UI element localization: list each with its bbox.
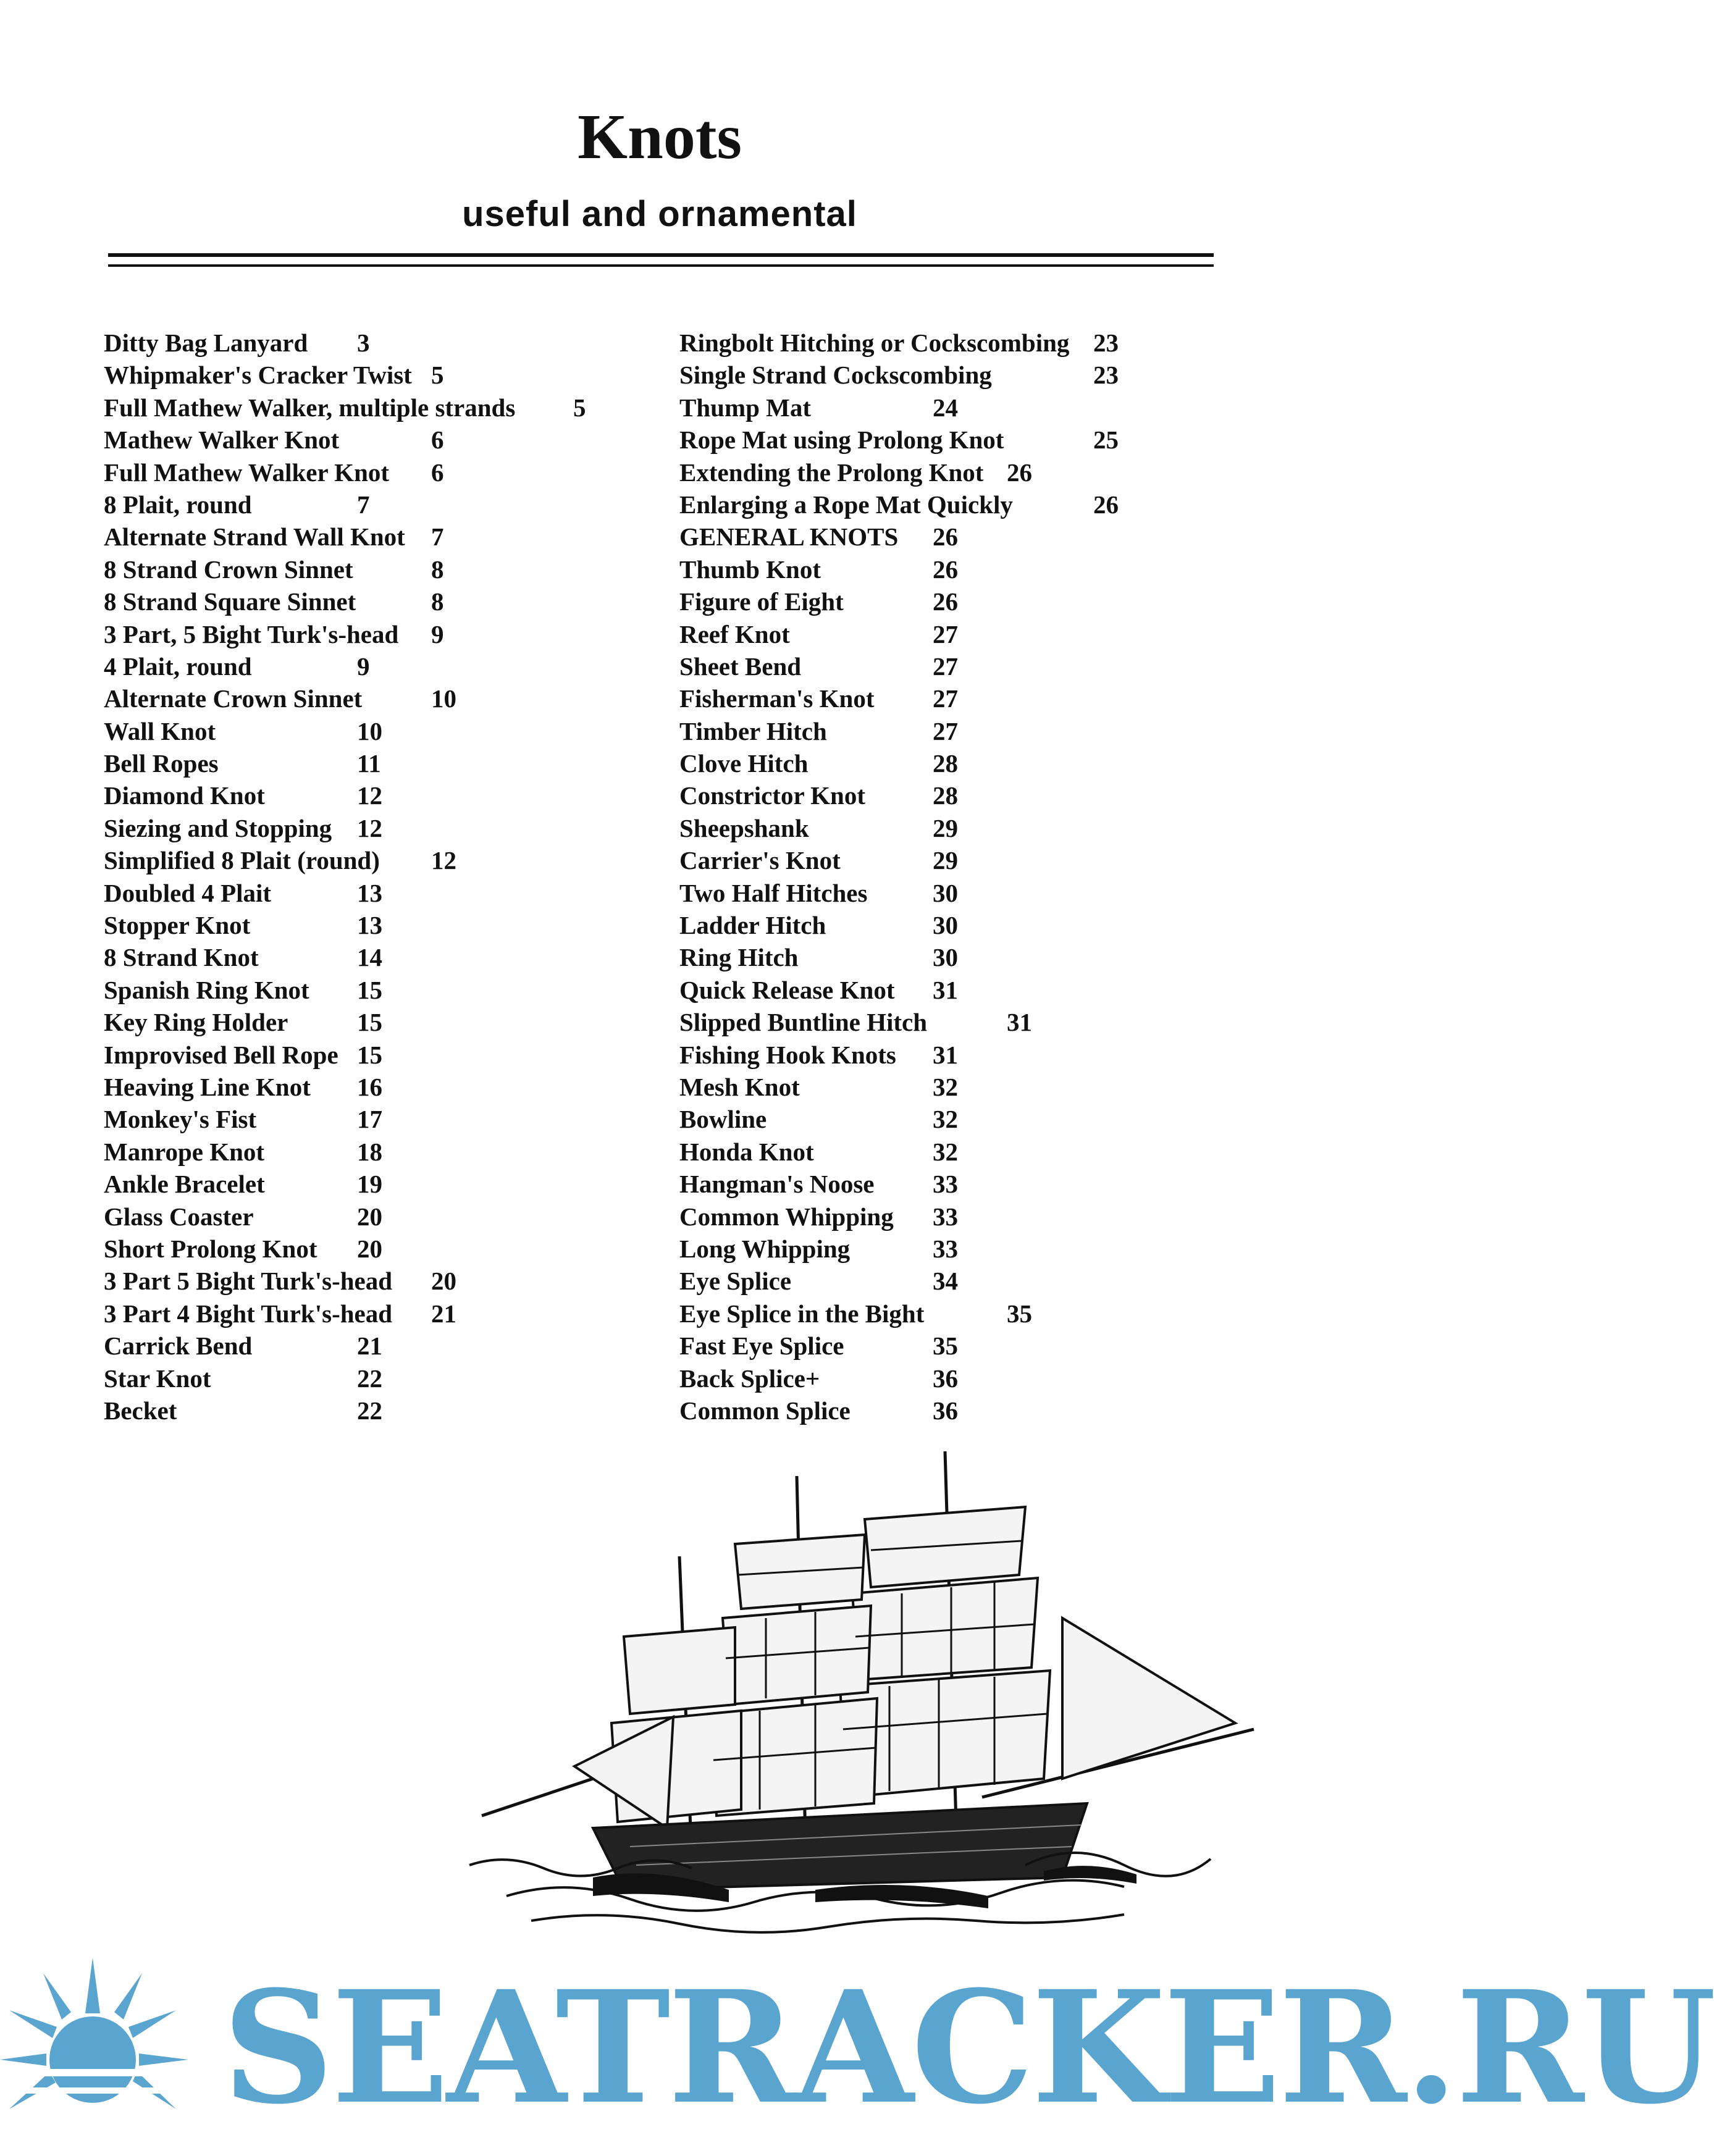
entry-page-number: 30: [933, 943, 958, 972]
entry-page-number: 34: [933, 1267, 958, 1296]
entry-title: Clove Hitch: [679, 749, 809, 778]
entry-title: Eye Splice in the Bight: [679, 1299, 925, 1328]
entry-page-number: 12: [357, 813, 382, 842]
entry-title: 8 Strand Square Sinnet: [104, 587, 356, 616]
entry-title: Quick Release Knot: [679, 975, 895, 1004]
entry-page-number: 35: [933, 1332, 958, 1361]
entry-title: Bowline: [679, 1105, 767, 1134]
entry-page-number: 26: [933, 522, 958, 552]
entry-title: Long Whipping: [679, 1234, 851, 1263]
entry-page-number: 25: [1093, 426, 1119, 455]
contents-entry: [104, 779, 672, 812]
entry-page-number: 3: [357, 329, 370, 357]
contents-entry: [679, 909, 1211, 941]
entry-title: Thump Mat: [679, 393, 812, 422]
entry-page-number: 27: [933, 652, 958, 681]
contents-entry: [104, 585, 672, 618]
entry-page-number: 30: [933, 878, 958, 907]
entry-title: Fast Eye Splice: [679, 1332, 844, 1361]
entry-page-number: 14: [357, 943, 382, 972]
entry-page-number: 22: [357, 1364, 382, 1393]
entry-page-number: 36: [933, 1396, 958, 1425]
entry-page-number: 9: [357, 652, 370, 681]
contents-entry: [679, 1136, 1211, 1168]
entry-title: Two Half Hitches: [679, 878, 868, 907]
entry-title: 8 Strand Knot: [104, 943, 259, 972]
contents-entry: [104, 392, 672, 424]
entry-page-number: 27: [933, 619, 958, 648]
entry-page-number: 33: [933, 1170, 958, 1199]
entry-page-number: 17: [357, 1105, 382, 1134]
entry-title: GENERAL KNOTS: [679, 522, 899, 552]
entry-title: Single Strand Cockscombing: [679, 361, 992, 390]
contents-entry: [104, 359, 672, 391]
contents-entry: [679, 877, 1211, 909]
entry-page-number: 19: [357, 1170, 382, 1199]
entry-page-number: 6: [431, 458, 444, 487]
entry-title: Timber Hitch: [679, 716, 827, 745]
entry-page-number: 31: [1007, 1008, 1032, 1037]
contents-entry: [104, 877, 672, 909]
contents-entry: [679, 1330, 1211, 1362]
entry-title: Enlarging a Rope Mat Quickly: [679, 490, 1013, 519]
entry-title: Siezing and Stopping: [104, 813, 332, 842]
contents-entry: [104, 456, 672, 489]
contents-entry: [104, 1330, 672, 1362]
entry-title: Full Mathew Walker, multiple strands: [104, 393, 516, 422]
entry-title: Common Splice: [679, 1396, 851, 1425]
contents-entry: [104, 1265, 672, 1297]
contents-entry: [104, 812, 672, 844]
contents-entry: [679, 1395, 1211, 1427]
entry-page-number: 5: [573, 393, 586, 422]
entry-title: Spanish Ring Knot: [104, 975, 309, 1004]
page-subtitle: useful and ornamental: [462, 194, 857, 234]
contents-entry: [679, 747, 1211, 779]
contents-entry: [104, 1071, 672, 1103]
entry-title: Short Prolong Knot: [104, 1234, 317, 1263]
contents-entry: [104, 489, 672, 521]
contents-entry: [104, 682, 672, 715]
entry-title: Ring Hitch: [679, 943, 799, 972]
entry-title: Common Whipping: [679, 1202, 894, 1231]
entry-page-number: 32: [933, 1072, 958, 1101]
entry-title: Glass Coaster: [104, 1202, 254, 1231]
entry-page-number: 8: [431, 555, 444, 584]
entry-page-number: 29: [933, 846, 958, 875]
contents-entry: [679, 941, 1211, 973]
entry-title: Alternate Strand Wall Knot: [104, 522, 405, 552]
contents-entry: [104, 424, 672, 456]
divider-line-thin: [108, 264, 1214, 267]
entry-title: Monkey's Fist: [104, 1105, 257, 1134]
entry-page-number: 13: [357, 878, 382, 907]
contents-entry: [104, 618, 672, 650]
contents-entry: [104, 1298, 672, 1330]
entry-page-number: 12: [431, 846, 456, 875]
sailing-ship-icon: [469, 1433, 1260, 1952]
entry-page-number: 27: [933, 684, 958, 713]
contents-entry: [679, 521, 1211, 553]
entry-title: Reef Knot: [679, 619, 790, 648]
contents-column-right: [679, 327, 1211, 1427]
entry-title: Stopper Knot: [104, 911, 251, 940]
contents-entry: [679, 1362, 1211, 1395]
contents-entry: [679, 456, 1211, 489]
entry-page-number: 26: [1007, 458, 1032, 487]
entry-page-number: 16: [357, 1072, 382, 1101]
entry-title: Carrier's Knot: [679, 846, 841, 875]
entry-title: Diamond Knot: [104, 781, 265, 810]
entry-page-number: 8: [431, 587, 444, 616]
page-title: Knots: [578, 101, 742, 172]
contents-entry: [679, 715, 1211, 747]
entry-title: Heaving Line Knot: [104, 1072, 311, 1101]
entry-page-number: 10: [357, 716, 382, 745]
contents-entry: [104, 747, 672, 779]
contents-entry: [679, 650, 1211, 682]
entry-title: Simplified 8 Plait (round): [104, 846, 380, 875]
contents-entry: [679, 1265, 1211, 1297]
contents-entry: [104, 1362, 672, 1395]
contents-entry: [679, 327, 1211, 359]
entry-page-number: 5: [431, 361, 444, 390]
contents-entry: [679, 682, 1211, 715]
entry-title: Improvised Bell Rope: [104, 1040, 338, 1069]
contents-entry: [104, 1039, 672, 1071]
entry-title: Sheepshank: [679, 813, 809, 842]
entry-title: Eye Splice: [679, 1267, 792, 1296]
entry-page-number: 31: [933, 975, 958, 1004]
entry-page-number: 28: [933, 781, 958, 810]
entry-page-number: 22: [357, 1396, 382, 1425]
contents-entry: [104, 844, 672, 876]
contents-entry: [679, 1233, 1211, 1265]
entry-title: Fishing Hook Knots: [679, 1040, 896, 1069]
entry-title: Ladder Hitch: [679, 911, 826, 940]
entry-title: Full Mathew Walker Knot: [104, 458, 390, 487]
entry-page-number: 20: [431, 1267, 456, 1296]
contents-entry: [679, 974, 1211, 1006]
entry-title: Figure of Eight: [679, 587, 844, 616]
contents-entry: [679, 553, 1211, 585]
entry-title: Honda Knot: [679, 1137, 814, 1166]
contents-entry: [679, 618, 1211, 650]
contents-entry: [104, 650, 672, 682]
entry-page-number: 29: [933, 813, 958, 842]
entry-page-number: 33: [933, 1234, 958, 1263]
contents-entry: [679, 844, 1211, 876]
sun-logo-icon: [0, 1945, 210, 2156]
contents-entry: [104, 1233, 672, 1265]
entry-title: Hangman's Noose: [679, 1170, 875, 1199]
title-divider: [108, 253, 1214, 272]
entry-title: 4 Plait, round: [104, 652, 252, 681]
entry-title: Mathew Walker Knot: [104, 426, 340, 455]
entry-page-number: 26: [933, 587, 958, 616]
contents-entry: [679, 779, 1211, 812]
entry-title: Back Splice+: [679, 1364, 820, 1393]
entry-page-number: 26: [933, 555, 958, 584]
entry-page-number: 23: [1093, 361, 1119, 390]
watermark-text: SEATRACKER.RU: [222, 1957, 1714, 2138]
contents-entry: [679, 392, 1211, 424]
entry-title: Manrope Knot: [104, 1137, 265, 1166]
contents-entry: [679, 424, 1211, 456]
contents-entry: [104, 1136, 672, 1168]
contents-entry: [104, 715, 672, 747]
contents-entry: [679, 1006, 1211, 1038]
entry-title: 8 Plait, round: [104, 490, 252, 519]
entry-title: 8 Strand Crown Sinnet: [104, 555, 353, 584]
entry-title: Becket: [104, 1396, 177, 1425]
entry-title: Ringbolt Hitching or Cockscombing: [679, 329, 1070, 357]
contents-entry: [679, 359, 1211, 391]
entry-page-number: 23: [1093, 329, 1119, 357]
entry-page-number: 36: [933, 1364, 958, 1393]
entry-title: Sheet Bend: [679, 652, 802, 681]
entry-page-number: 10: [431, 684, 456, 713]
entry-title: Constrictor Knot: [679, 781, 866, 810]
contents-entry: [679, 1039, 1211, 1071]
entry-page-number: 15: [357, 1040, 382, 1069]
contents-entry: [679, 1103, 1211, 1135]
contents-column-left: [104, 327, 672, 1427]
entry-page-number: 30: [933, 911, 958, 940]
contents-entry: [104, 1103, 672, 1135]
entry-page-number: 6: [431, 426, 444, 455]
entry-page-number: 15: [357, 1008, 382, 1037]
divider-line-thick: [108, 253, 1214, 257]
contents-entry: [104, 1168, 672, 1200]
entry-title: 3 Part 4 Bight Turk's-head: [104, 1299, 393, 1328]
entry-title: Whipmaker's Cracker Twist: [104, 361, 412, 390]
contents-entry: [679, 1168, 1211, 1200]
contents-entry: [104, 941, 672, 973]
contents-entry: [104, 521, 672, 553]
entry-title: Mesh Knot: [679, 1072, 800, 1101]
entry-title: 3 Part, 5 Bight Turk's-head: [104, 619, 399, 648]
entry-page-number: 20: [357, 1234, 382, 1263]
entry-title: Slipped Buntline Hitch: [679, 1008, 928, 1037]
entry-page-number: 26: [1093, 490, 1119, 519]
entry-page-number: 12: [357, 781, 382, 810]
entry-page-number: 21: [357, 1332, 382, 1361]
contents-entry: [104, 909, 672, 941]
entry-page-number: 33: [933, 1202, 958, 1231]
entry-page-number: 27: [933, 716, 958, 745]
entry-page-number: 31: [933, 1040, 958, 1069]
entry-page-number: 32: [933, 1137, 958, 1166]
entry-page-number: 15: [357, 975, 382, 1004]
entry-page-number: 7: [431, 522, 444, 552]
entry-title: Ditty Bag Lanyard: [104, 329, 308, 357]
entry-page-number: 28: [933, 749, 958, 778]
contents-entry: [679, 1201, 1211, 1233]
entry-title: Carrick Bend: [104, 1332, 253, 1361]
entry-page-number: 9: [431, 619, 444, 648]
entry-title: Extending the Prolong Knot: [679, 458, 984, 487]
contents-entry: [679, 489, 1211, 521]
entry-page-number: 11: [357, 749, 381, 778]
contents-entry: [679, 1298, 1211, 1330]
contents-entry: [104, 1006, 672, 1038]
entry-title: Bell Ropes: [104, 749, 219, 778]
contents-entry: [104, 974, 672, 1006]
entry-title: Doubled 4 Plait: [104, 878, 272, 907]
entry-page-number: 21: [431, 1299, 456, 1328]
entry-title: Alternate Crown Sinnet: [104, 684, 363, 713]
entry-page-number: 24: [933, 393, 958, 422]
entry-title: Rope Mat using Prolong Knot: [679, 426, 1004, 455]
contents-entry: [104, 1201, 672, 1233]
entry-title: Ankle Bracelet: [104, 1170, 265, 1199]
entry-page-number: 18: [357, 1137, 382, 1166]
entry-title: Thumb Knot: [679, 555, 821, 584]
entry-title: 3 Part 5 Bight Turk's-head: [104, 1267, 393, 1296]
entry-page-number: 13: [357, 911, 382, 940]
watermark: [0, 1945, 1714, 2156]
entry-page-number: 7: [357, 490, 370, 519]
entry-title: Key Ring Holder: [104, 1008, 288, 1037]
contents-entry: [679, 1071, 1211, 1103]
entry-title: Wall Knot: [104, 716, 216, 745]
contents-entry: [104, 327, 672, 359]
contents-entry: [679, 585, 1211, 618]
entry-title: Star Knot: [104, 1364, 211, 1393]
contents-entry: [104, 1395, 672, 1427]
entry-title: Fisherman's Knot: [679, 684, 875, 713]
entry-page-number: 20: [357, 1202, 382, 1231]
entry-page-number: 32: [933, 1105, 958, 1134]
entry-page-number: 35: [1007, 1299, 1032, 1328]
contents-entry: [104, 553, 672, 585]
contents-entry: [679, 812, 1211, 844]
